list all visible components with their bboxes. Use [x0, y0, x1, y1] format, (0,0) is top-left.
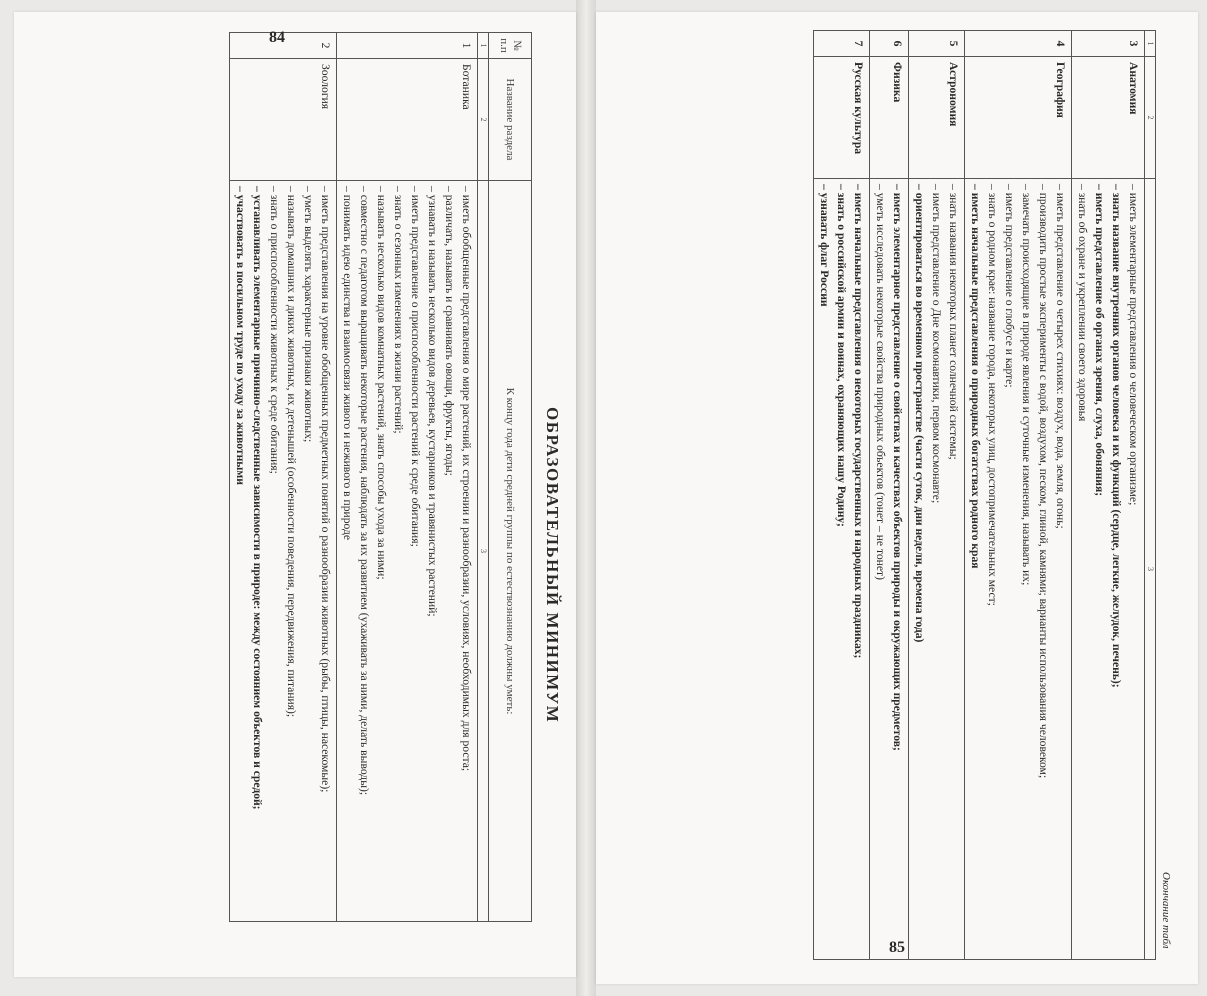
list-item: – знать об охране и укреплении своего здоровья	[1076, 184, 1089, 422]
col-index: 2	[478, 59, 489, 181]
list-item: – ориентироваться во временном пространстве (части суток, дни недели, времена года)	[913, 184, 926, 643]
row-content	[230, 181, 337, 922]
row-section-name: Ботаника	[337, 59, 478, 181]
list-item: – иметь обобщенные представления о мире растений, их строении и разнообразии, условиях, необходимых для роста;	[460, 186, 473, 772]
book-gutter	[576, 0, 596, 996]
list-item: – называть несколько видов комнатных растений, знать способы ухода за ними;	[375, 186, 388, 580]
row-num: 4	[965, 31, 1072, 57]
col-index: 3	[1145, 179, 1156, 960]
list-item: – иметь представления на уровне обобщенных предметных понятий о разнообразии животных (рыбы, птицы, насекомые);	[319, 186, 332, 793]
row-content	[965, 179, 1072, 960]
list-item: – знать названия некоторых планет солнечной системы;	[947, 184, 960, 460]
page-number: 85	[889, 939, 905, 956]
table-row	[230, 33, 337, 922]
header-num: № п.п	[489, 33, 532, 59]
table-row	[337, 33, 478, 922]
list-item: – узнавать и называть несколько видов деревьев, кустарников и травянистых растений;	[426, 186, 439, 617]
list-item: – совместно с педагогом выращивать некоторые растения, наблюдать за их развитием (ухаживать за ними, делать выводы);	[358, 186, 371, 796]
row-content	[1072, 179, 1145, 960]
list-item: – иметь начальные представления о природных богатствах родного края	[969, 184, 982, 569]
list-item: – устанавливать элементарные причинно-следственные зависимости в природе: между состоянием объектов и средой;	[251, 186, 264, 810]
col-index: 3	[478, 181, 489, 922]
list-item: – различать, называть и сравнивать овощи, фрукты, ягоды;	[443, 186, 456, 476]
list-item: – замечать происходящие в природе явления и суточные изменения, называть их;	[1020, 184, 1033, 586]
row-num: 6	[870, 31, 909, 57]
list-item: – иметь представление о глобусе и карте;	[1003, 184, 1016, 388]
list-item: – уметь исследовать некоторые свойства природных объектов (тонет – не тонет)	[874, 184, 887, 580]
list-item: – иметь представление о четырех стихиях: воздух, вода, земля, огонь;	[1054, 184, 1067, 529]
row-content	[814, 179, 870, 960]
page-title: ОБРАЗОВАТЕЛЬНЫЙ МИНИМУМ	[543, 407, 562, 724]
row-section-name: Физика	[870, 57, 909, 179]
col-index: 1	[478, 33, 489, 59]
list-item: – иметь представление об органах зрения, слуха, обоняния;	[1093, 184, 1106, 497]
row-section-name: География	[965, 57, 1072, 179]
list-item: – производить простые эксперименты с водой, воздухом, песком, глиной, камнями; варианты использования человеком;	[1037, 184, 1050, 779]
row-section-name: Анатомия	[1072, 57, 1145, 179]
list-item: – узнавать флаг России	[818, 184, 831, 307]
table-row	[1072, 31, 1145, 960]
col-index: 2	[1145, 57, 1156, 179]
minimum-table-part2	[813, 30, 1156, 960]
row-num: 1	[337, 33, 478, 59]
row-section-name: Астрономия	[909, 57, 965, 179]
table-row	[870, 31, 909, 960]
minimum-table-part1	[229, 32, 532, 922]
list-item: – участвовать в посильном труде по уходу за животными	[234, 186, 247, 485]
list-item: – знать о российской армии и воинах, охраняющих нашу Родину;	[835, 184, 848, 527]
page-number: 84	[269, 29, 285, 46]
list-item: – знать о сезонных изменениях в жизни растений;	[392, 186, 405, 434]
row-num: 3	[1072, 31, 1145, 57]
column-index-row	[478, 33, 489, 922]
right-page	[596, 12, 1198, 984]
list-item: – знать о приспособленности животных к среде обитания;	[268, 186, 281, 474]
list-item: – знать название внутренних органов человека и их функций (сердце, легкие, желудок, печень);	[1110, 184, 1123, 688]
table-continuation-caption: Окончание табл	[1160, 872, 1172, 949]
column-index-row	[1145, 31, 1156, 960]
row-content	[337, 181, 478, 922]
row-content	[909, 179, 965, 960]
list-item: – знать о родном крае: название города, некоторых улиц, достопримечательных мест;	[986, 184, 999, 606]
list-item: – иметь представление о Дне космонавтики, первом космонавте;	[930, 184, 943, 504]
row-num: 2	[230, 33, 337, 59]
row-num: 5	[909, 31, 965, 57]
header-section: Название раздела	[489, 59, 532, 181]
list-item: – понимать идею единства и взаимосвязи живого и неживого в природе	[341, 186, 354, 541]
list-item: – иметь начальные представления о некоторых государственных и народных праздниках;	[852, 184, 865, 659]
right-page-content	[596, 12, 1198, 984]
table-row	[814, 31, 870, 960]
list-item: – уметь выделять характерные признаки животных;	[302, 186, 315, 443]
row-content	[870, 179, 909, 960]
list-item: – иметь элементарное представление о свойствах и качествах объектов природы и окружающих предметов;	[891, 184, 904, 751]
header-content: К концу года дети средней группы по естествознанию должны уметь:	[489, 181, 532, 922]
table-header-row	[489, 33, 532, 922]
list-item: – иметь представление о приспособленности растений к среде обитания;	[409, 186, 422, 547]
table-row	[965, 31, 1072, 960]
row-num: 7	[814, 31, 870, 57]
list-item: – называть домашних и диких животных, их детенышей (особенности поведения, передвижения, питания);	[285, 186, 298, 718]
left-page	[14, 12, 576, 977]
row-section-name: Русская культура	[814, 57, 870, 179]
row-section-name: Зоология	[230, 59, 337, 181]
left-page-content	[14, 12, 576, 977]
col-index: 1	[1145, 31, 1156, 57]
table-row	[909, 31, 965, 960]
list-item: – иметь элементарные представления о человеческом организме;	[1127, 184, 1140, 506]
